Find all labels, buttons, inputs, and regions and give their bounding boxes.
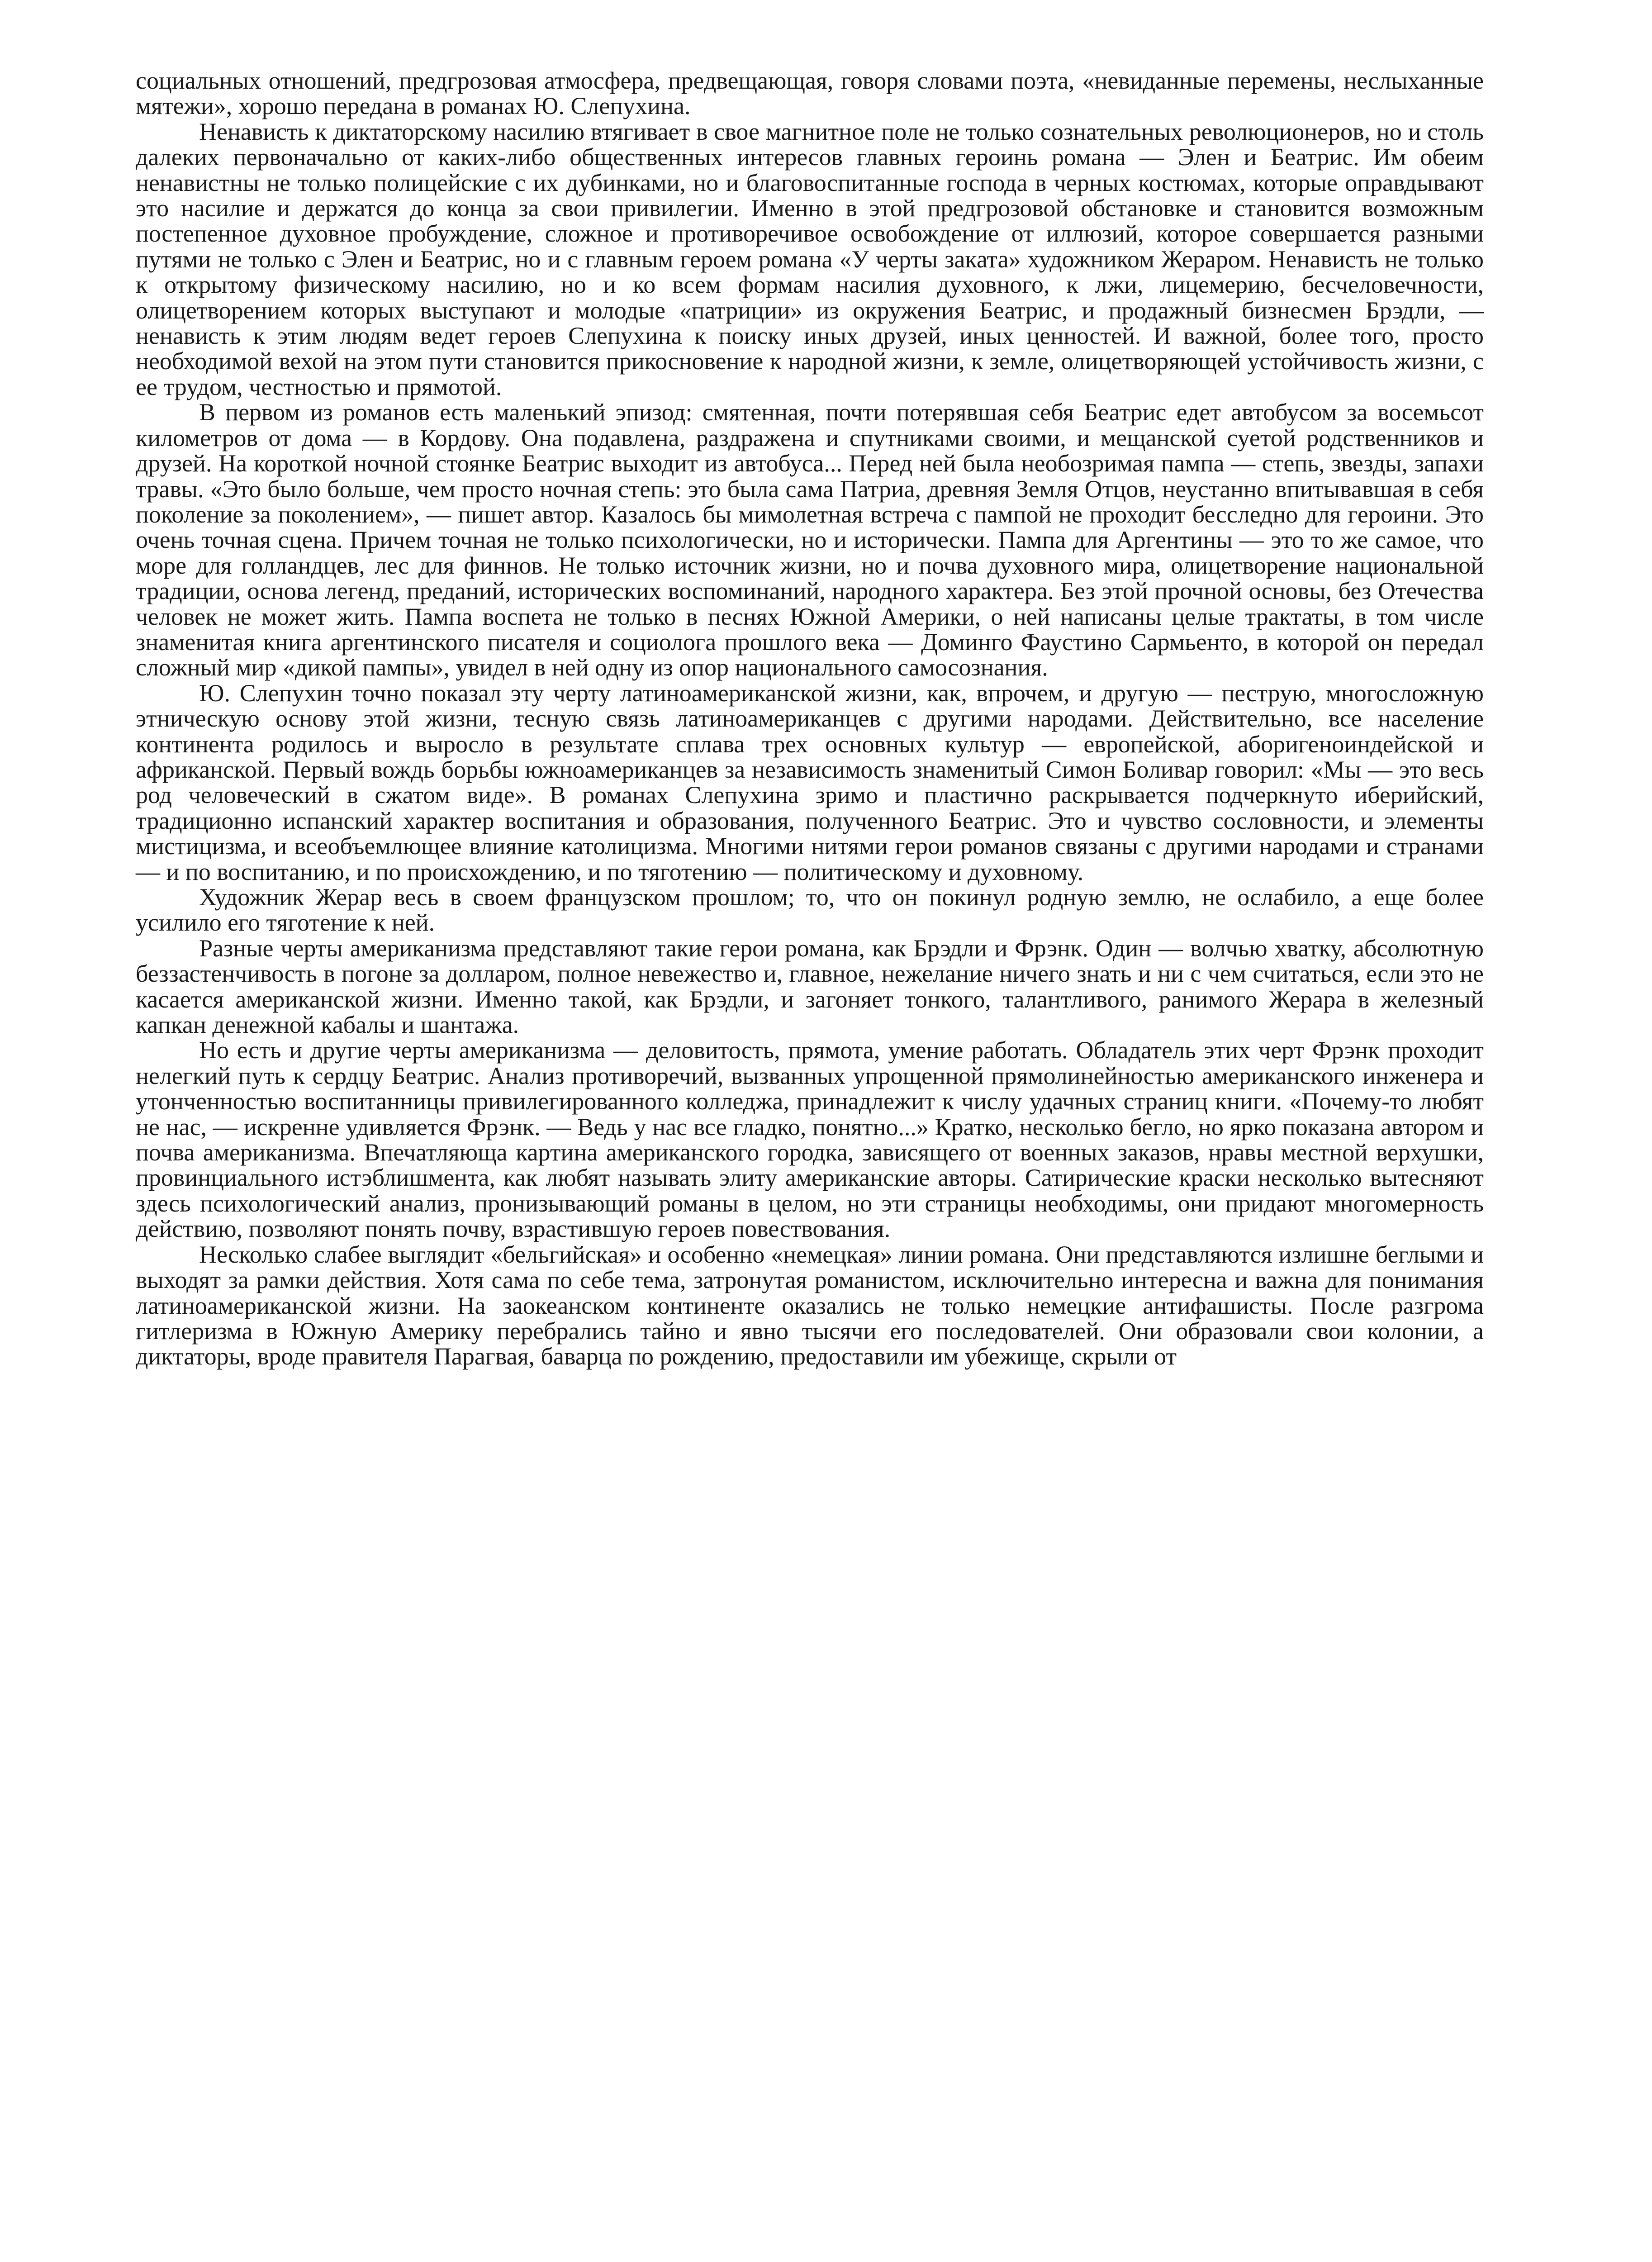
paragraph-4: Ю. Слепухин точно показал эту черту латиноамериканской жизни, как, впрочем, и другую — пеструю, многосложную этническую основу этой жизни, тесную связь латиноамериканцев с другими народами. Действительно, все население континента родилось и выросло в результате сплава трех основных культур — европейской, аборигеноиндейской и африканской. Первый вождь борьбы южноамериканцев за независимость знаменитый Симон Боливар говорил: «Мы — это весь род человеческий в сжатом виде». В романах Слепухина зримо и пластично раскрывается подчеркнуто иберийский, традиционно испанский характер воспитания и образования, полученного Беатрис. Это и чувство сословности, и элементы мистицизма, и всеобъемлющее влияние католицизма. Многими нитями герои романов связаны с другими народами и странами — и по воспитанию, и по происхождению, и по тяготению — политическому и духовному. <box>136 679 1484 885</box>
paragraph-6: Разные черты американизма представляют такие герои романа, как Брэдли и Фрэнк. Один — волчью хватку, абсолютную беззастенчивость в погоне за долларом, полное невежество и, главное, нежелание ничего знать и ни с чем считаться, если это не касается американской жизни. Именно такой, как Брэдли, и загоняет тонкого, талантливого, ранимого Жерара в железный капкан денежной кабалы и шантажа. <box>136 934 1484 1039</box>
page-text <box>136 68 1484 1369</box>
paragraph-1: социальных отношений, предгрозовая атмосфера, предвещающая, говоря словами поэта, «невиданные перемены, неслыханные мятежи», хорошо передана в романах Ю. Слепухина. <box>136 67 1484 120</box>
paragraph-7: Но есть и другие черты американизма — деловитость, прямота, умение работать. Обладатель этих черт Фрэнк проходит нелегкий путь к сердцу Беатрис. Анализ противоречий, вызванных упрощенной прямолинейностью американского инженера и утонченностью воспитанницы привилегированного колледжа, принадлежит к числу удачных страниц книги. «Почему-то любят не нас, — искренне удивляется Фрэнк. — Ведь у нас все гладко, понятно...» Кратко, несколько бегло, но ярко показана автором и почва американизма. Впечатляюща картина американского городка, зависящего от военных заказов, нравы местной верхушки, провинциального истэблишмента, как любят называть элиту американские авторы. Сатирические краски несколько вытесняют здесь психологический анализ, пронизывающий романы в целом, но эти страницы необходимы, они придают многомерность действию, позволяют понять почву, взрастившую героев повествования. <box>136 1036 1484 1243</box>
paragraph-2: Ненависть к диктаторскому насилию втягивает в свое магнитное поле не только сознательных революционеров, но и столь далеких первоначально от каких-либо общественных интересов главных героинь романа — Элен и Беатрис. Им обеим ненавистны не только полицейские с их дубинками, но и благовоспитанные господа в черных костюмах, которые оправдывают это насилие и держатся до конца за свои привилегии. Именно в этой предгрозовой обстановке и становится возможным постепенное духовное пробуждение, сложное и противоречивое освобождение от иллюзий, которое совершается разными путями не только с Элен и Беатрис, но и с главным героем романа «У черты заката» художником Жераром. Ненависть не только к открытому физическому насилию, но и ко всем формам насилия духовного, к лжи, лицемерию, бесчеловечности, олицетворением которых выступают и молодые «патриции» из окружения Беатрис, и продажный бизнесмен Брэдли, — ненависть к этим людям ведет героев Слепухина к поиску иных друзей, иных ценностей. И важной, более того, просто необходимой вехой на этом пути становится прикосновение к народной жизни, к земле, олицетворяющей устойчивость жизни, с ее трудом, честностью и прямотой. <box>136 118 1484 400</box>
paragraph-5: Художник Жерар весь в своем французском прошлом; то, что он покинул родную землю, не ослабило, а еще более усилило его тяготение к ней. <box>136 884 1484 936</box>
paragraph-8: Несколько слабее выглядит «бельгийская» и особенно «немецкая» линии романа. Они представляются излишне беглыми и выходят за рамки действия. Хотя сама по себе тема, затронутая романистом, исключительно интересна и важна для понимания латиноамериканской жизни. На заокеанском континенте оказались не только немецкие антифашисты. После разгрома гитлеризма в Южную Америку перебрались тайно и явно тысячи его последователей. Они образовали свои колонии, а диктаторы, вроде правителя Парагвая, баварца по рождению, предоставили им убежище, скрыли от <box>136 1240 1484 1370</box>
paragraph-3: В первом из романов есть маленький эпизод: смятенная, почти потерявшая себя Беатрис едет автобусом за восемьсот километров от дома — в Кордову. Она подавлена, раздражена и спутниками своими, и мещанской суетой родственников и друзей. На короткой ночной стоянке Беатрис выходит из автобуса... Перед ней была необозримая пампа — степь, звезды, запахи травы. «Это было больше, чем просто ночная степь: это была сама Патриа, древняя Земля Отцов, неустанно впитывавшая в себя поколение за поколением», — пишет автор. Казалось бы мимолетная встреча с пампой не проходит бесследно для героини. Это очень точная сцена. Причем точная не только психологически, но и исторически. Пампа для Аргентины — это то же самое, что море для голландцев, лес для финнов. Не только источник жизни, но и почва духовного мира, олицетворение национальной традиции, основа легенд, преданий, исторических воспоминаний, народного характера. Без этой прочной основы, без Отечества человек не может жить. Пампа воспета не только в песнях Южной Америки, о ней написаны целые трактаты, в том числе знаменитая книга аргентинского писателя и социолога прошлого века — Доминго Фаустино Сармьенто, в которой он передал сложный мир «дикой пампы», увидел в ней одну из опор национального самосознания. <box>136 399 1484 681</box>
